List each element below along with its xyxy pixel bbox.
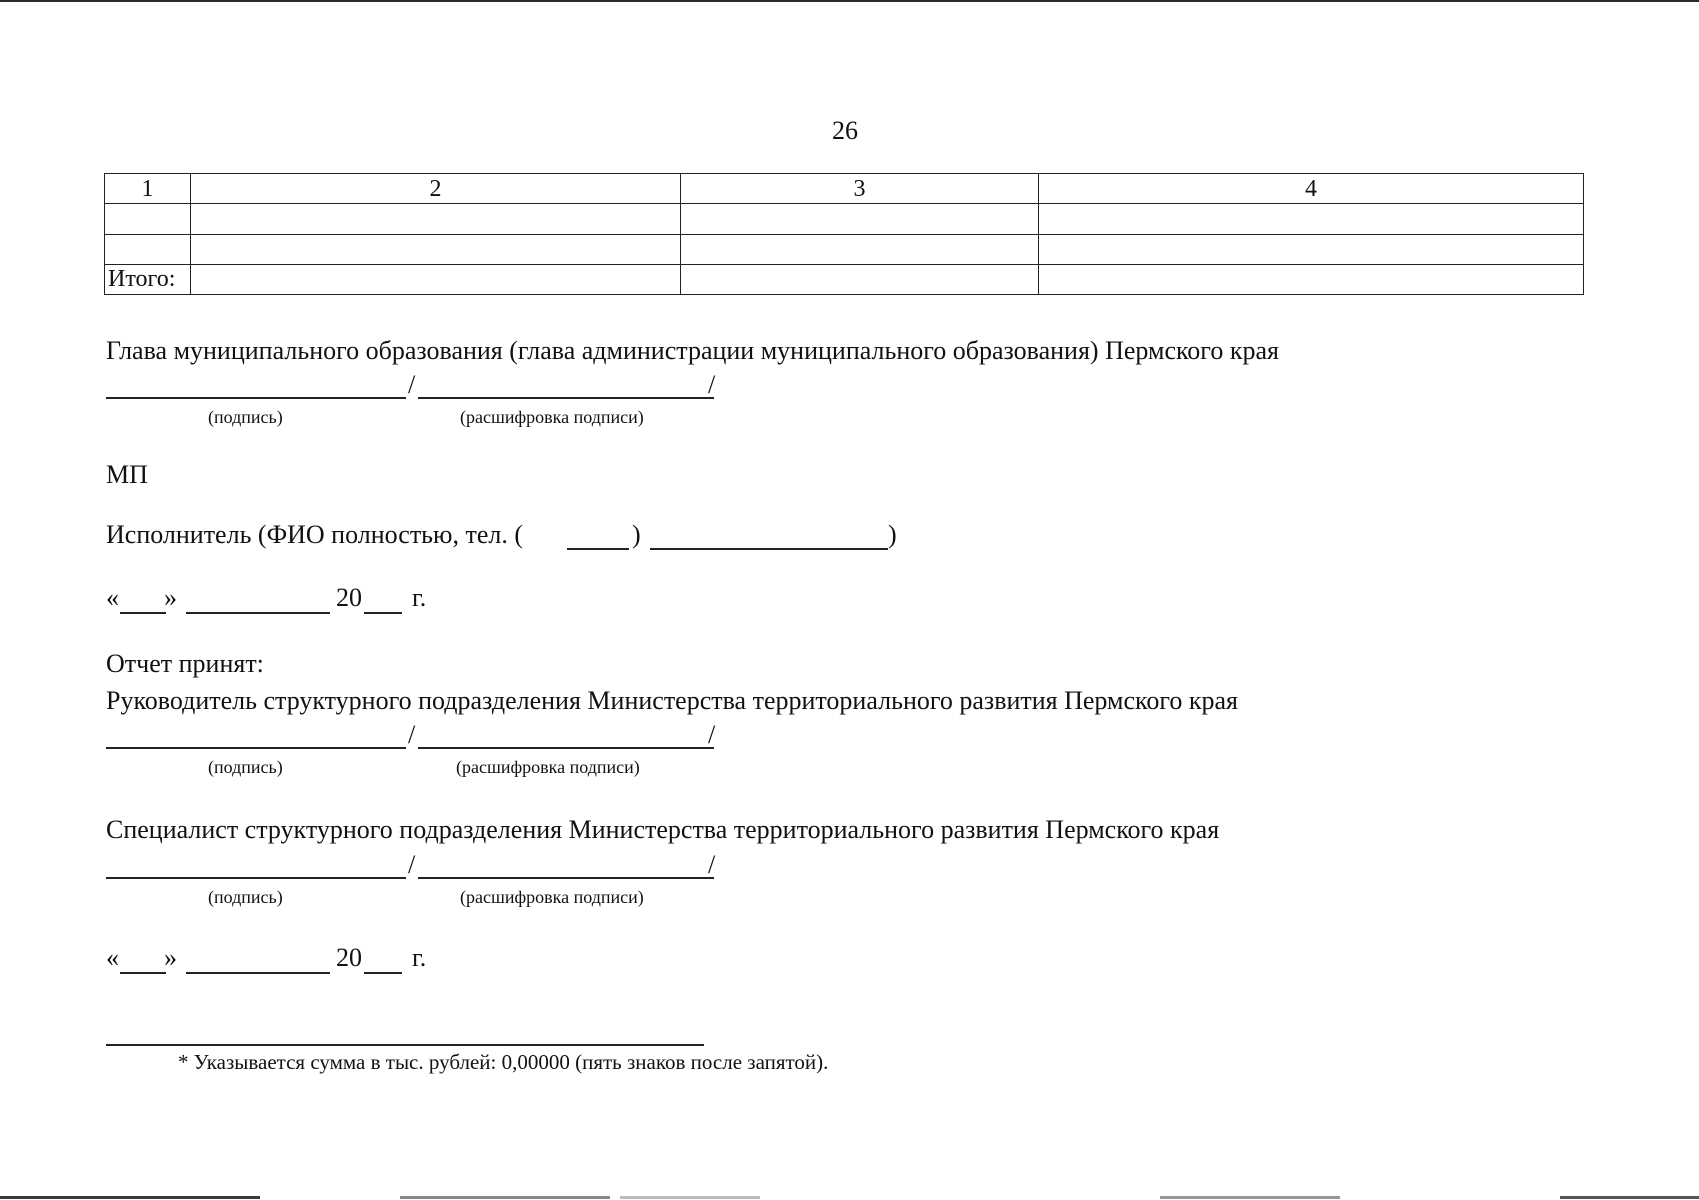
report-table: [104, 173, 1584, 295]
signature-slash: /: [408, 850, 416, 879]
date-row-1: [106, 585, 446, 619]
date-row-2: [106, 945, 446, 979]
signature-slash: /: [408, 720, 416, 749]
table-cell: [105, 204, 191, 234]
manager-title: Руководитель структурного подразделения Министерства территориального развития Пермского края: [106, 686, 1238, 715]
day-underline: [120, 972, 166, 974]
head-title: Глава муниципального образования (глава администрации муниципального образования) Пермского края: [106, 336, 1279, 365]
specialist-signature-block: [106, 852, 726, 912]
table-cell: [1039, 264, 1584, 294]
specialist-title: Специалист структурного подразделения Министерства территориального развития Пермского края: [106, 815, 1220, 844]
table-cell: [105, 234, 191, 264]
signature-caption: (подпись): [208, 757, 283, 777]
table-cell: [681, 234, 1039, 264]
day-underline: [120, 612, 166, 614]
table-cell: [191, 264, 681, 294]
total-label-cell: Итого:: [105, 264, 191, 294]
table-header-cell: 3: [681, 174, 1039, 204]
footnote-separator: [106, 1044, 704, 1046]
table-header-row: [105, 174, 1584, 204]
phone-number-underline: [650, 548, 888, 550]
table-header-cell: 2: [191, 174, 681, 204]
year-underline: [364, 972, 402, 974]
manager-signature-block: [106, 722, 726, 782]
page-number: 26: [832, 116, 858, 145]
year-suffix: г.: [412, 943, 427, 972]
close-quote: »: [164, 943, 177, 972]
signature-line: [106, 747, 406, 749]
table-row: [105, 204, 1584, 234]
footnote: * Указывается сумма в тыс. рублей: 0,00000 (пять знаков после запятой).: [178, 1050, 829, 1074]
signature-caption: (подпись): [208, 407, 283, 427]
decryption-line: [418, 747, 714, 749]
decryption-caption: (расшифровка подписи): [456, 757, 640, 777]
decryption-caption: (расшифровка подписи): [460, 887, 644, 907]
decryption-slash: /: [708, 850, 716, 879]
month-underline: [186, 972, 330, 974]
table-cell: [681, 204, 1039, 234]
close-quote: »: [164, 583, 177, 612]
signature-slash: /: [408, 370, 416, 399]
year-underline: [364, 612, 402, 614]
table-cell: [191, 234, 681, 264]
executor-line: [106, 522, 906, 556]
year-prefix: 20: [336, 943, 362, 972]
scan-edge-top: [0, 0, 1699, 2]
table-total-row: [105, 264, 1584, 294]
decryption-caption: (расшифровка подписи): [460, 407, 644, 427]
table-header-cell: 1: [105, 174, 191, 204]
decryption-line: [418, 397, 714, 399]
executor-close: ): [888, 520, 897, 549]
open-quote: «: [106, 583, 119, 612]
decryption-slash: /: [708, 720, 716, 749]
head-signature-block: [106, 372, 726, 432]
executor-label: Исполнитель (ФИО полностью, тел. (: [106, 520, 524, 549]
table-cell: [191, 204, 681, 234]
decryption-line: [418, 877, 714, 879]
month-underline: [186, 612, 330, 614]
table-header-cell: 4: [1039, 174, 1584, 204]
open-quote: «: [106, 943, 119, 972]
table-cell: [1039, 234, 1584, 264]
table-cell: [681, 264, 1039, 294]
signature-caption: (подпись): [208, 887, 283, 907]
report-accepted: Отчет принят:: [106, 649, 264, 678]
phone-code-underline: [567, 548, 629, 550]
signature-line: [106, 877, 406, 879]
scan-edge-bottom: [0, 1196, 1699, 1200]
table-cell: [1039, 204, 1584, 234]
year-suffix: г.: [412, 583, 427, 612]
table-row: [105, 234, 1584, 264]
year-prefix: 20: [336, 583, 362, 612]
phone-code-close: ): [632, 520, 641, 549]
stamp-label: МП: [106, 460, 148, 489]
decryption-slash: /: [708, 370, 716, 399]
signature-line: [106, 397, 406, 399]
